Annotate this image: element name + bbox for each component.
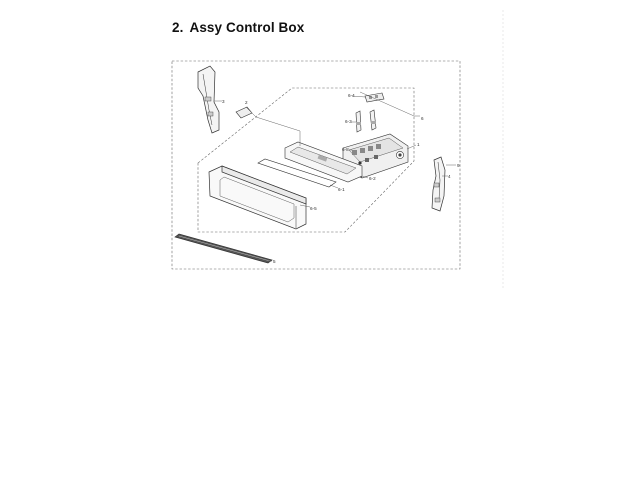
callout-2: 2 — [245, 100, 248, 105]
small-connector-part — [365, 93, 384, 102]
front-control-panel-part — [209, 166, 306, 229]
callout-6-5: 6-5 — [310, 206, 317, 211]
callout-4: 4 — [448, 174, 451, 179]
section-title: Assy Control Box — [189, 20, 305, 35]
callout-6-4: 6-4 — [348, 93, 355, 98]
left-side-bracket — [198, 66, 219, 133]
callout-9: 9 — [457, 163, 460, 168]
right-side-bracket — [432, 157, 445, 211]
section-number: 2. — [172, 20, 184, 35]
bottom-trim-bar — [175, 234, 272, 263]
callout-5: 5 — [273, 259, 276, 264]
callout-6-8: 6-8 — [342, 147, 349, 152]
callout-6-1: 6-1 — [338, 187, 345, 192]
label-sheet-part — [236, 107, 252, 118]
callout-6-3: 6-3 — [345, 119, 352, 124]
callout-6: 6 — [421, 116, 424, 121]
callout-6-2: 6-2 — [369, 176, 376, 181]
callout-3: 3 — [222, 99, 225, 104]
clip-parts — [356, 110, 376, 132]
callout-1: 1 — [417, 142, 420, 147]
